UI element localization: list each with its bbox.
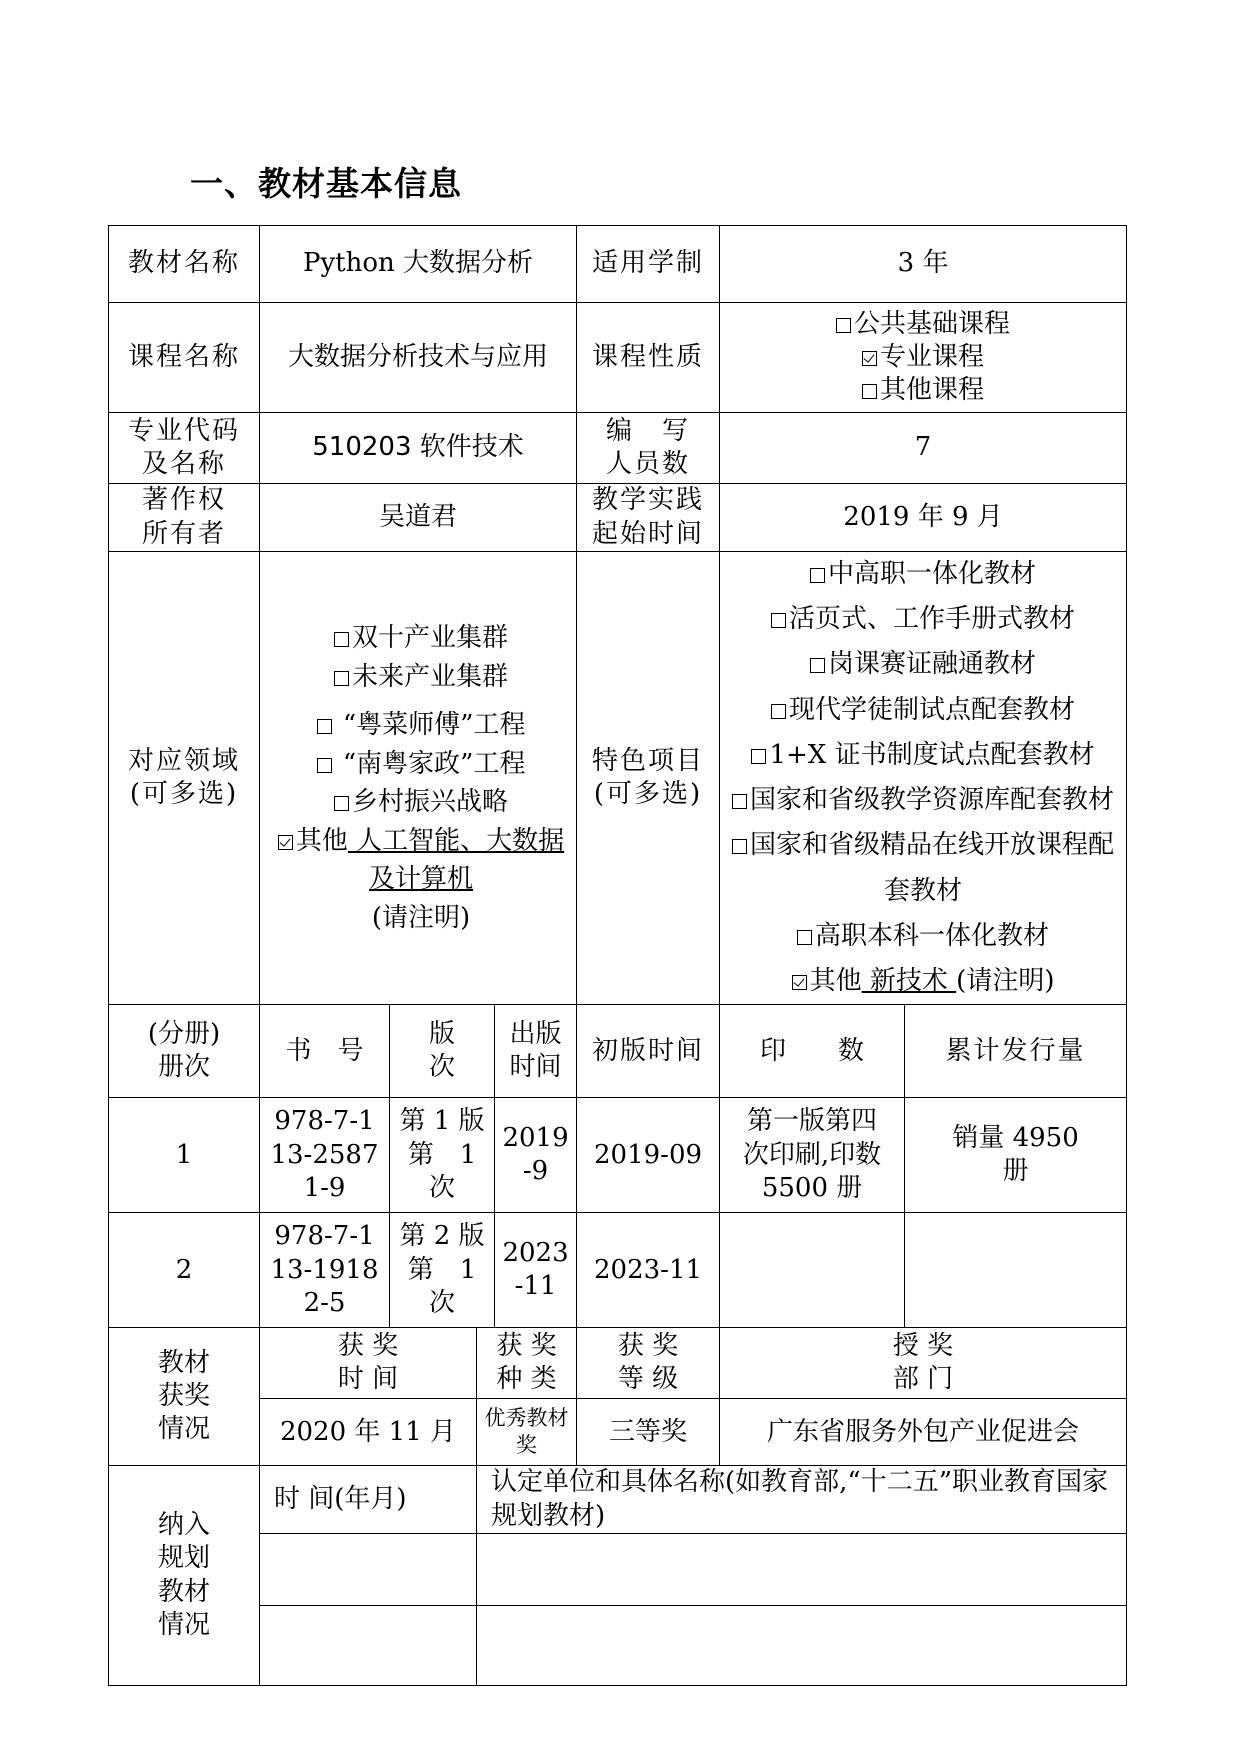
first-edition-time-cell: 2023-11 (577, 1213, 720, 1328)
plan-unit-cell[interactable] (477, 1605, 1127, 1685)
checkbox-checked-icon[interactable] (792, 975, 807, 990)
checkbox-checked-icon[interactable] (862, 351, 877, 366)
textbook-name-value: Python 大数据分析 (260, 226, 577, 303)
checkbox-icon[interactable] (732, 794, 747, 809)
checkbox-icon[interactable] (810, 658, 825, 673)
print-count-header: 印 数 (720, 1005, 905, 1098)
award-time-header: 获 奖 时 间 (260, 1328, 477, 1399)
row-major (109, 413, 1127, 484)
spacer (272, 696, 570, 706)
checkbox-icon[interactable] (334, 632, 349, 647)
checkbox-icon[interactable] (732, 839, 747, 854)
publish-time-header: 出版 时间 (495, 1005, 577, 1098)
total-issue-cell: 销量 4950 册 (905, 1098, 1127, 1213)
award-level-header: 获 奖 等 级 (577, 1328, 720, 1399)
feature-other-note: (请注明) (956, 966, 1055, 997)
checkbox-icon[interactable] (810, 568, 825, 583)
award-dept-cell: 广东省服务外包产业促进会 (720, 1399, 1127, 1466)
checkbox-icon[interactable] (771, 704, 786, 719)
nature-option-public[interactable]: 公共基础课程 (726, 308, 1120, 341)
isbn-cell: 978-7-1 13-1918 2-5 (260, 1213, 390, 1328)
checkbox-icon[interactable] (317, 719, 332, 734)
award-label: 教材 获奖 情况 (109, 1328, 260, 1466)
field-option-future[interactable]: 未来产业集群 (272, 658, 570, 696)
feature-option-5[interactable]: 1+X 证书制度试点配套教材 (726, 733, 1120, 778)
checkbox-icon[interactable] (751, 749, 766, 764)
row-award-values (109, 1399, 1127, 1466)
print-count-cell (720, 1213, 905, 1328)
field-option-housekeeping[interactable]: “南粤家政”工程 (272, 745, 570, 783)
plan-unit-cell[interactable] (477, 1533, 1127, 1605)
copyright-owner-value: 吴道君 (260, 484, 577, 552)
isbn-header: 书 号 (260, 1005, 390, 1098)
row-edition-header (109, 1005, 1127, 1098)
edition-cell: 第 2 版第 1 次 (390, 1213, 495, 1328)
section-heading: 一、教材基本信息 (190, 164, 462, 203)
row-fields (109, 552, 1127, 1005)
major-code-label: 专业代码 及名称 (109, 413, 260, 484)
practice-start-label: 教学实践 起始时间 (577, 484, 720, 552)
total-issue-cell (905, 1213, 1127, 1328)
table-row (109, 1533, 1127, 1605)
publish-time-cell: 2023 -11 (495, 1213, 577, 1328)
field-option-cantonese-chef[interactable]: “粤菜师傅”工程 (272, 706, 570, 744)
course-name-label: 课程名称 (109, 303, 260, 413)
checkbox-icon[interactable] (334, 671, 349, 686)
copyright-owner-label: 著作权 所有者 (109, 484, 260, 552)
total-issue-header: 累计发行量 (905, 1005, 1127, 1098)
volume-header: (分册) 册次 (109, 1005, 260, 1098)
volume-cell: 1 (109, 1098, 260, 1213)
award-type-cell: 优秀教材 奖 (477, 1399, 577, 1466)
field-other-note: (请注明) (371, 902, 471, 933)
table-row (109, 1605, 1127, 1685)
feature-option-2[interactable]: 活页式、工作手册式教材 (726, 597, 1120, 642)
award-level-cell: 三等奖 (577, 1399, 720, 1466)
field-option-other[interactable]: 其他 人工智能、大数据及计算机 (272, 822, 570, 899)
school-system-value: 3 年 (720, 226, 1127, 303)
practice-start-value: 2019 年 9 月 (720, 484, 1127, 552)
award-time-cell: 2020 年 11 月 (260, 1399, 477, 1466)
publish-time-cell: 2019 -9 (495, 1098, 577, 1213)
row-owner (109, 484, 1127, 552)
row-award-header (109, 1328, 1127, 1399)
course-nature-label: 课程性质 (577, 303, 720, 413)
volume-cell: 2 (109, 1213, 260, 1328)
checkbox-icon[interactable] (771, 613, 786, 628)
table-row (109, 1213, 1127, 1328)
field-option-rural[interactable]: 乡村振兴战略 (272, 783, 570, 821)
edition-cell: 第 1 版第 1 次 (390, 1098, 495, 1213)
checkbox-icon[interactable] (862, 384, 877, 399)
feature-option-other[interactable]: 其他 新技术 (请注明) (726, 959, 1120, 1004)
major-code-value: 510203 软件技术 (260, 413, 577, 484)
plan-time-header: 时 间(年月) (260, 1466, 477, 1534)
row-textbook-name (109, 226, 1127, 303)
feature-option-3[interactable]: 岗课赛证融通教材 (726, 642, 1120, 687)
plan-time-cell[interactable] (260, 1533, 477, 1605)
plan-unit-header: 认定单位和具体名称(如教育部,“十二五”职业教育国家规划教材) (477, 1466, 1127, 1534)
feature-option-4[interactable]: 现代学徒制试点配套教材 (726, 688, 1120, 733)
school-system-label: 适用学制 (577, 226, 720, 303)
plan-label: 纳入 规划 教材 情况 (109, 1466, 260, 1686)
award-type-header: 获 奖 种 类 (477, 1328, 577, 1399)
nature-option-other[interactable]: 其他课程 (726, 374, 1120, 407)
field-other-fill[interactable]: 人工智能、大数据及计算机 (347, 825, 565, 895)
writers-count-label: 编 写 人员数 (577, 413, 720, 484)
first-edition-time-cell: 2019-09 (577, 1098, 720, 1213)
field-options (260, 552, 577, 1005)
field-label: 对应领域 (可多选) (109, 552, 260, 1005)
writers-count-value: 7 (720, 413, 1127, 484)
isbn-cell: 978-7-1 13-2587 1-9 (260, 1098, 390, 1213)
checkbox-checked-icon[interactable] (278, 835, 293, 850)
feature-options (720, 552, 1127, 1005)
feature-option-8[interactable]: 高职本科一体化教材 (726, 914, 1120, 959)
row-plan-header (109, 1466, 1127, 1534)
textbook-name-label: 教材名称 (109, 226, 260, 303)
checkbox-icon[interactable] (797, 930, 812, 945)
checkbox-icon[interactable] (836, 318, 851, 333)
award-dept-header: 授 奖 部 门 (720, 1328, 1127, 1399)
edition-header: 版 次 (390, 1005, 495, 1098)
checkbox-icon[interactable] (334, 796, 349, 811)
nature-option-major[interactable]: 专业课程 (726, 341, 1120, 374)
feature-label: 特色项目 (可多选) (577, 552, 720, 1005)
print-count-cell: 第一版第四 次印刷,印数 5500 册 (720, 1098, 905, 1213)
feature-option-6[interactable]: 国家和省级教学资源库配套教材 (726, 778, 1120, 823)
feature-other-fill[interactable]: 新技术 (861, 966, 957, 997)
plan-time-cell[interactable] (260, 1605, 477, 1685)
field-option-double-ten[interactable]: 双十产业集群 (272, 619, 570, 657)
textbook-info-table (108, 225, 1127, 1686)
table-row (109, 1098, 1127, 1213)
feature-option-7[interactable]: 国家和省级精品在线开放课程配套教材 (726, 823, 1120, 913)
course-nature-options (720, 303, 1127, 413)
checkbox-icon[interactable] (317, 758, 332, 773)
course-name-value: 大数据分析技术与应用 (260, 303, 577, 413)
feature-option-1[interactable]: 中高职一体化教材 (726, 552, 1120, 597)
first-edition-time-header: 初版时间 (577, 1005, 720, 1098)
row-course (109, 303, 1127, 413)
